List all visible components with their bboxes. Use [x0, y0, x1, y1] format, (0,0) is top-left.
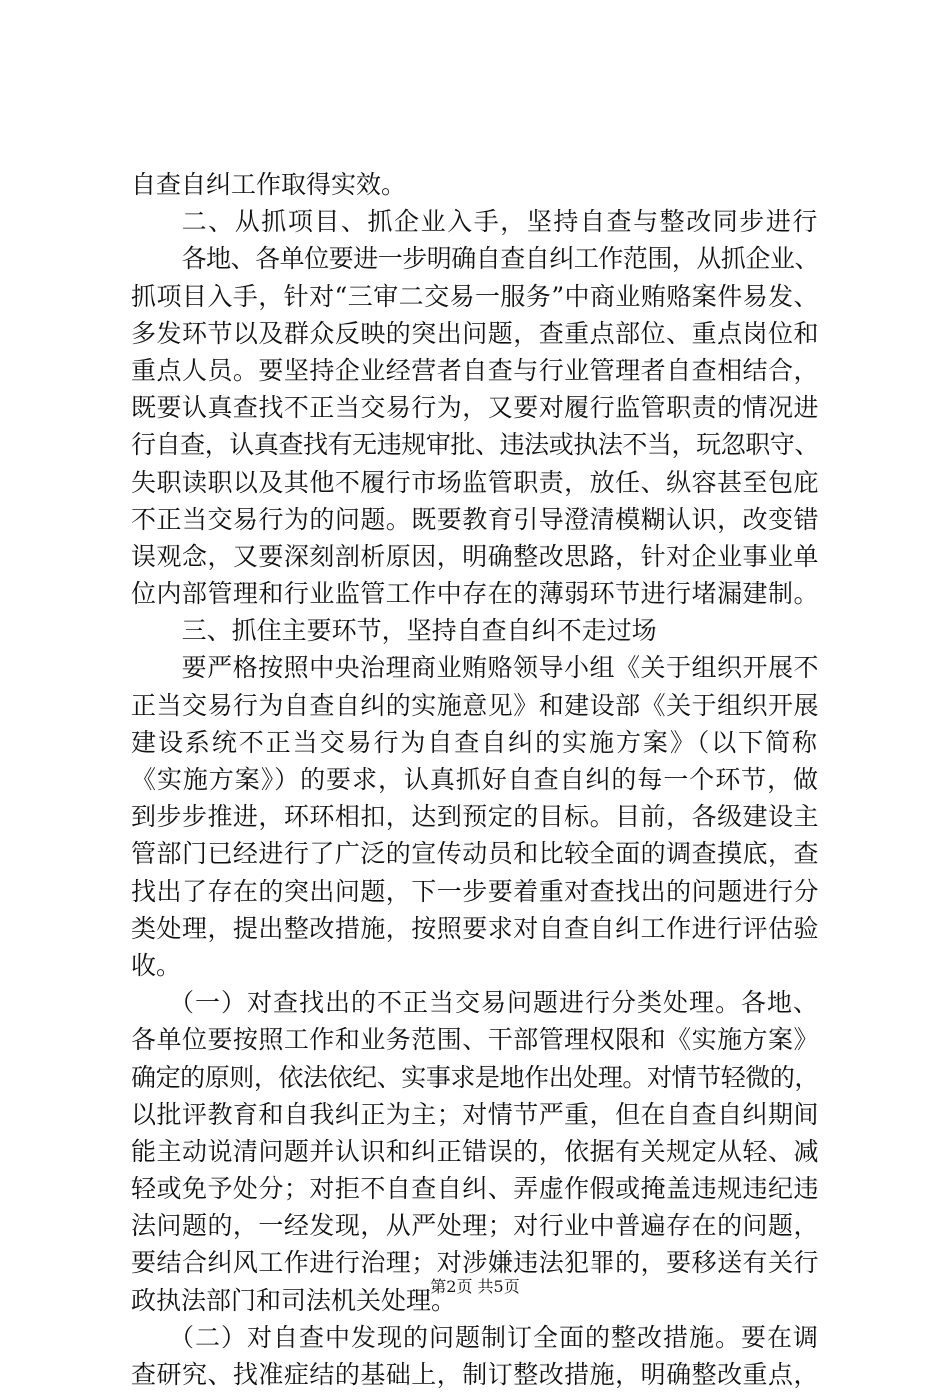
text-line: 能主动说清问题并认识和纠正错误的，依据有关规定从轻、减: [131, 1136, 819, 1166]
text-line: 位内部管理和行业监管工作中存在的薄弱环节进行堵漏建制。: [131, 579, 819, 609]
text-line: （一）对查找出的不正当交易问题进行分类处理。各地、: [168, 988, 819, 1018]
text-line: 到步步推进，环环相扣，达到预定的目标。目前，各级建设主: [131, 802, 819, 832]
text-line: 多发环节以及群众反映的突出问题，查重点部位、重点岗位和: [131, 318, 819, 348]
text-line: 法问题的，一经发现，从严处理；对行业中普遍存在的问题，: [131, 1211, 819, 1241]
text-line: 失职读职以及其他不履行市场监管职责，放任、纵容甚至包庇: [131, 467, 819, 497]
text-line: 轻或免予处分；对拒不自查自纠、弄虚作假或掩盖违规违纪违: [131, 1174, 819, 1204]
text-line: 行自查，认真查找有无违规审批、违法或执法不当，玩忽职守、: [131, 430, 819, 460]
text-line: 误观念，又要深刻剖析原因，明确整改思路，针对企业事业单: [131, 541, 819, 571]
text-line: 查研究、找准症结的基础上，制订整改措施，明确整改重点，: [131, 1360, 819, 1389]
text-line: （二）对自查中发现的问题制订全面的整改措施。要在调: [168, 1322, 819, 1352]
text-line: 《实施方案》）的要求，认真抓好自查自纠的每一个环节，做: [131, 765, 819, 794]
text-line: 政执法部门和司法机关处理。: [131, 1285, 457, 1315]
text-line: 要结合纠风工作进行治理；对涉嫌违法犯罪的，要移送有关行: [131, 1248, 819, 1278]
text-line: 三、抓住主要环节，坚持自查自纠不走过场: [181, 616, 657, 646]
text-line: 确定的原则，依法依纪、实事求是地作出处理。对情节轻微的，: [131, 1062, 819, 1092]
text-line: 重点人员。要坚持企业经营者自查与行业管理者自查相结合，: [131, 355, 819, 385]
document-body: [131, 166, 831, 1393]
text-line: 二、从抓项目、抓企业入手，坚持自查与整改同步进行: [181, 207, 819, 237]
text-line: 收。: [131, 950, 182, 980]
text-line: 抓项目入手，针对“三审二交易一服务”中商业贿赂案件易发、: [131, 281, 819, 311]
text-line: 正当交易行为自查自纠的实施意见》和建设部《关于组织开展: [131, 690, 819, 720]
text-line: 建设系统不正当交易行为自查自纠的实施方案》（以下简称: [131, 727, 819, 757]
text-line: 要严格按照中央治理商业贿赂领导小组《关于组织开展不: [181, 653, 819, 683]
text-line: 既要认真查找不正当交易行为，又要对履行监管职责的情况进: [131, 393, 819, 423]
text-line: 各地、各单位要进一步明确自查自纠工作范围，从抓企业、: [181, 244, 819, 274]
text-line: 找出了存在的突出问题，下一步要着重对查找出的问题进行分: [131, 876, 819, 906]
text-line: 以批评教育和自我纠正为主；对情节严重，但在自查自纠期间: [131, 1099, 819, 1129]
page-footer: 第2页 共5页: [430, 1277, 520, 1296]
text-line: 不正当交易行为的问题。既要教育引导澄清模糊认识，改变错: [131, 504, 819, 534]
text-line: 管部门已经进行了广泛的宣传动员和比较全面的调查摸底，查: [131, 839, 819, 869]
text-line: 自查自纠工作取得实效。: [131, 170, 407, 199]
text-line: 各单位要按照工作和业务范围、干部管理权限和《实施方案》: [131, 1025, 819, 1055]
text-line: 类处理，提出整改措施，按照要求对自查自纠工作进行评估验: [131, 913, 819, 943]
